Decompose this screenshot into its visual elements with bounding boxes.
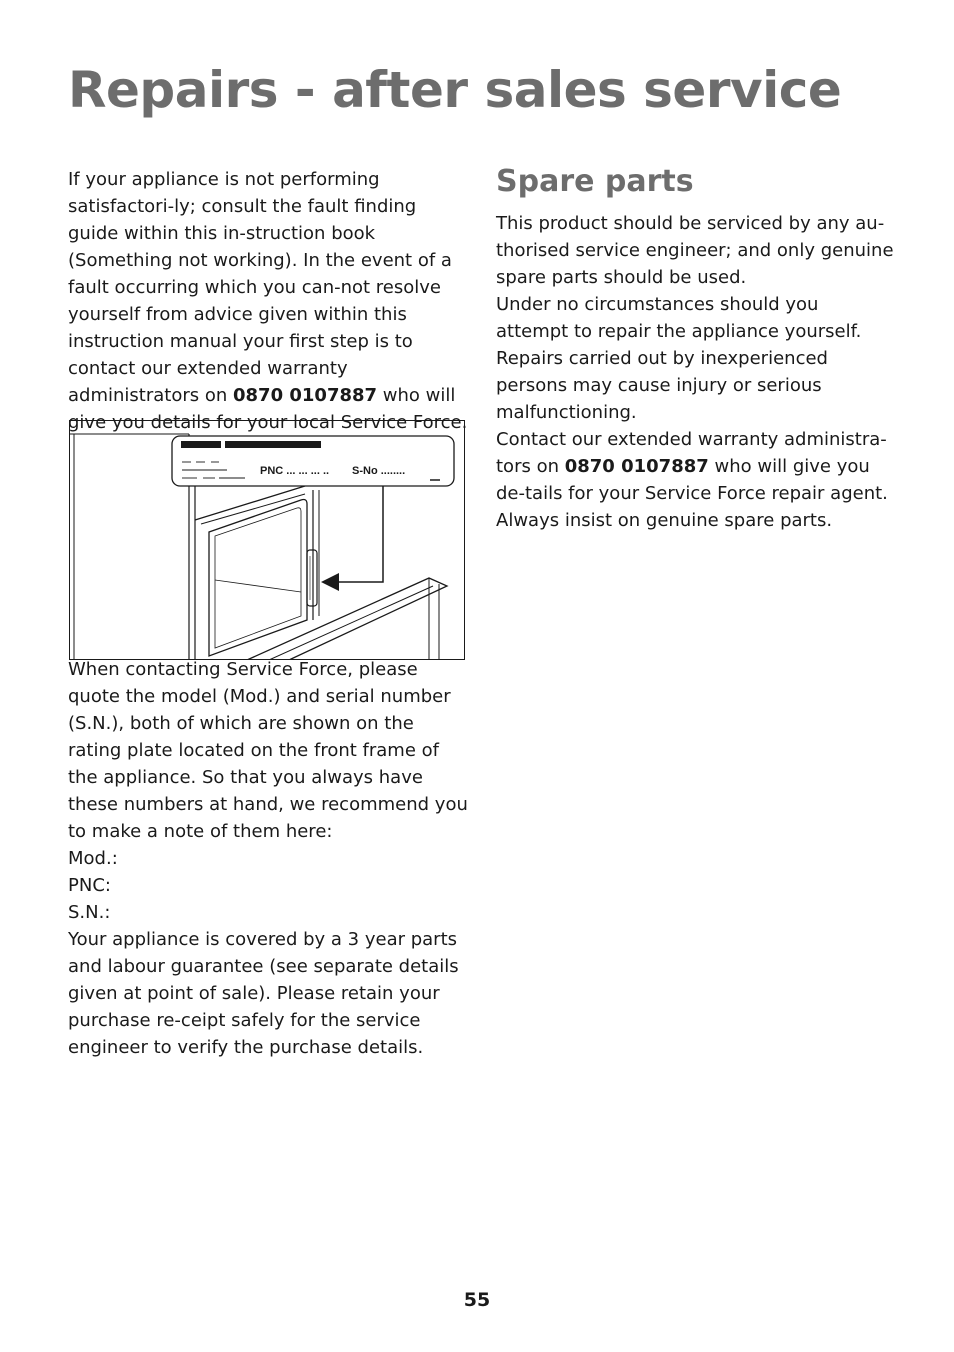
guarantee-paragraph: Your appliance is covered by a 3 year parts and labour guarantee (see separate details given at point of sale). Please retain your purchase re-ceipt safely for the service engineer to verify the purchase details. [68,929,459,1058]
no-self-repair-paragraph: Under no circumstances should you attempt to repair the appliance yourself. [496,294,862,342]
contact-warranty-text: Contact our extended warranty administra-tors on [496,429,887,477]
page-number: 55 [463,1289,491,1311]
contact-paragraph: When contacting Service Force, please quote the model (Mod.) and serial number (S.N.), both of which are shown on the rating plate located on the front frame of the appliance. So that you always have these numbers at hand, we recommend you to make a note of them here: [68,659,468,842]
intro-text: If your appliance is not performing satisfactori-ly; consult the fault finding guide within this in-struction book (Something not working). In the event of a fault occurring which you can-not resolve yourself from advice given within this instruction manual your first step is to contact our extended warranty administrators on [68,169,452,406]
oven-drawing [69,420,465,660]
plate-pnc-label: PNC ... ... ... .. [260,465,330,477]
contact-warranty-paragraph [496,426,896,507]
spare-parts-heading: Spare parts [496,164,694,199]
plate-sno-label: S-No ........ [352,465,406,477]
phone-number-right: 0870 0107887 [564,456,709,477]
inexperienced-paragraph: Repairs carried out by inexperienced persons may cause injury or serious malfunctioning. [496,348,828,423]
genuine-parts-paragraph: Always insist on genuine spare parts. [496,510,833,531]
intro-text-end: who will give you details for your local Service Force. [68,385,468,433]
rating-plate-illustration [69,420,465,660]
model-field-label: Mod.: [68,848,118,869]
left-column [68,166,468,436]
left-column-lower [68,656,468,1061]
right-column [496,160,896,534]
contact-warranty-text-end: who will give you de-tails for your Service Force repair agent. [496,456,888,504]
intro-paragraph [68,166,468,436]
serial-field-label: S.N.: [68,902,111,923]
phone-number: 0870 0107887 [233,385,378,406]
page-title: Repairs - after sales service [68,61,842,119]
service-paragraph: This product should be serviced by any au-thorised service engineer; and only genuine spare parts should be used. [496,213,894,288]
pnc-field-label: PNC: [68,875,111,896]
